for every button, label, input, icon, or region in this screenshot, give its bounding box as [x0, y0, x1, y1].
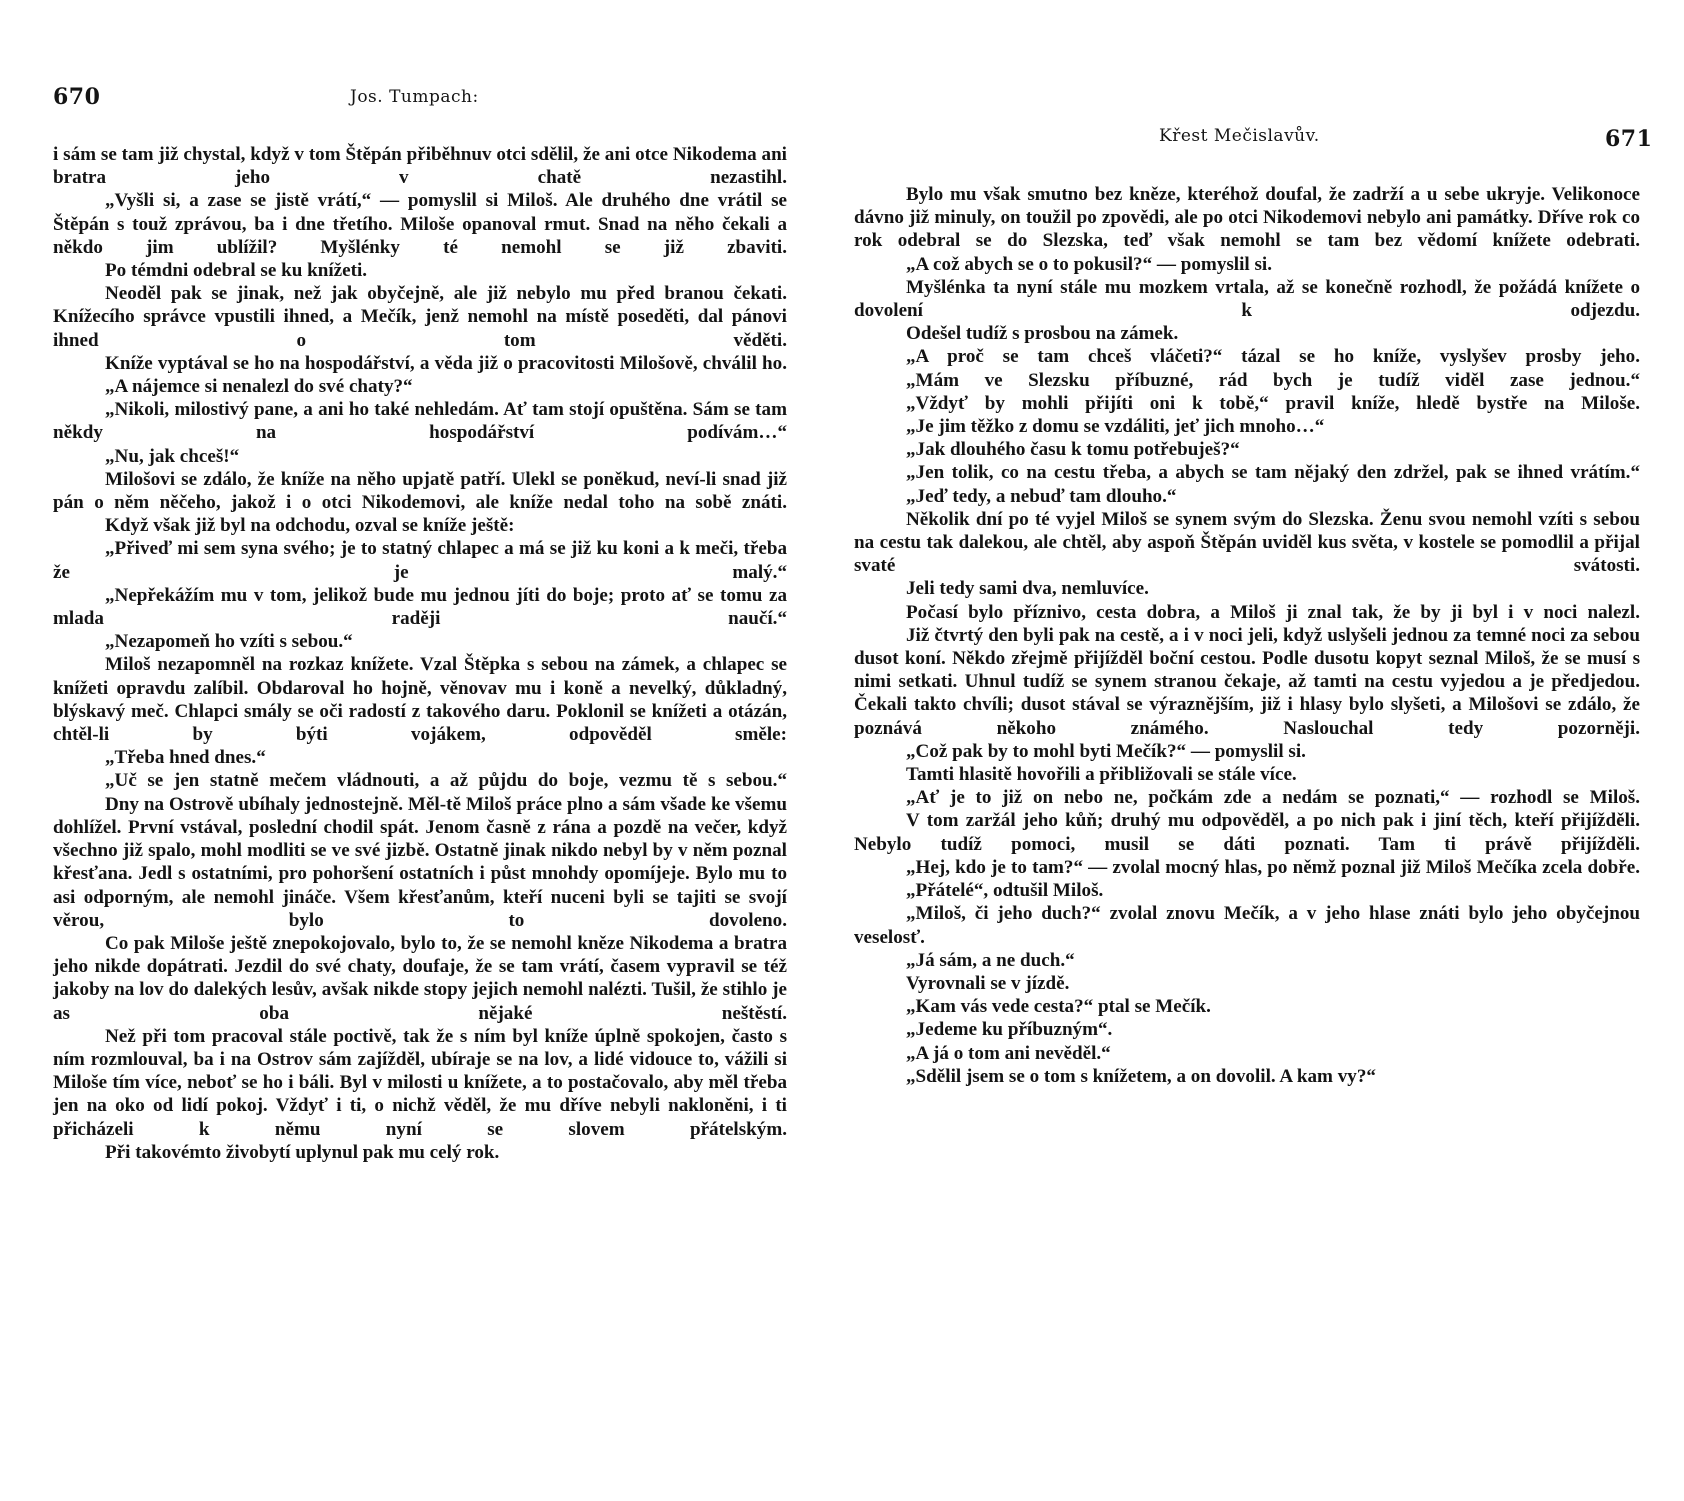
paragraph: „Ať je to již on nebo ne, počkám zde a nedám se poznati,“ — rozhodl se Miloš. [906, 787, 1640, 809]
paragraph: Jeli tedy sami dva, nemluvíce. [906, 578, 1149, 600]
paragraph: „Jak dlouhého času k tomu potřebuješ?“ [906, 439, 1240, 461]
paragraph: „Uč se jen statně mečem vládnouti, a až půjdu do boje, vezmu tě s sebou.“ [105, 770, 787, 792]
paragraph: „Je jim těžko z domu se vzdáliti, jeť jich mnoho…“ [906, 416, 1325, 438]
paragraph: „Mám ve Slezsku příbuzné, rád bych je tudíž viděl zase jednou.“ [906, 369, 1640, 391]
paragraph: „Vyšli si, a zase se jistě vrátí,“ — pomyslil si Miloš. Ale druhého dne vrátil se Štěpán s touž zprávou, ba i dne třetího. Miloše opanoval rmut. Snad na něho čekali a někdo jim ublížil? Myšlénky té nemohl se již zbaviti. [53, 190, 787, 258]
right-page [842, 0, 1684, 1501]
paragraph: „Já sám, a ne duch.“ [906, 949, 1075, 971]
paragraph: Miloš nezapomněl na rozkaz knížete. Vzal Štěpka s sebou na zámek, a chlapec se knížeti opravdu zalíbil. Obdaroval ho hojně, věnovav mu i koně a nevelký, důkladný, blýskavý meč. Chlapci smály se oči radostí z takového daru. Poklonil se knížeti a otázán, chtěl-li by býti vojákem, odpověděl směle: [53, 654, 787, 746]
paragraph: Když však již byl na odchodu, ozval se kníže ještě: [105, 515, 515, 537]
paragraph: „A nájemce si nenalezl do své chaty?“ [105, 376, 413, 398]
paragraph: i sám se tam již chystal, když v tom Štěpán přiběhnuv otci sdělil, že ani otce Nikodema ani bratra jeho v chatě nezastihl. [53, 144, 787, 189]
paragraph: Milošovi se zdálo, že kníže na něho upjatě patří. Ulekl se poněkud, neví-li snad již pán o něm něčeho, jakož i o otci Nikodemovi, ale kníže nedal toho na sobě znáti. [53, 468, 787, 514]
paragraph: „Jen tolik, co na cestu třeba, a abych se tam nějaký den zdržel, pak se ihned vrátím.“ [906, 462, 1640, 484]
paragraph: „Sdělil jsem se o tom s knížetem, a on dovolil. A kam vy?“ [906, 1065, 1376, 1087]
paragraph: Již čtvrtý den byli pak na cestě, a i v noci jeli, když uslyšeli jednou za temné noci za sebou dusot koní. Někdo zřejmě přijížděl boční cestou. Podle dusotu kopyt seznal Miloš, že se musí s nimi setkati. Uhnul tudíž se synem stranou čekaje, až tamti na cestu vyjedou a je předjedou. Čekali takto chvíli; dusot stával se výraznějším, již i hlasy bylo slyšeti, a Milošovi se zdálo, že poznává někoho známého. Naslouchal tedy pozorněji. [854, 624, 1640, 739]
paragraph: Co pak Miloše ještě znepokojovalo, bylo to, že se nemohl kněze Nikodema a bratra jeho nikde dopátrati. Jezdil do své chaty, doufaje, že se tam vrátí, časem vypravil se též jakoby na lov do dalekých lesův, avšak nikde stopy jejich nemohl nalézti. Tušil, že stihlo je as oba nějaké neštěstí. [53, 932, 787, 1024]
paragraph: „Nu, jak chceš!“ [105, 445, 240, 467]
paragraph: Kníže vyptával se ho na hospodářství, a věda již o pracovitosti Milošově, chválil ho. [105, 352, 787, 374]
paragraph: „Miloš, či jeho duch?“ zvolal znovu Mečík, a v jeho hlase znáti bylo jeho obyčejnou veselosť. [854, 903, 1640, 948]
page-number: 671 [1605, 126, 1653, 152]
paragraph: Myšlénka ta nyní stále mu mozkem vrtala, až se konečně rozhodl, že požádá knížete o dovolení k odjezdu. [854, 276, 1640, 322]
paragraph: Neoděl pak se jinak, než jak obyčejně, ale již nebylo mu před branou čekati. Knížecího správce vpustili ihned, a Mečík, jenž nemohl na místě poseděti, dal pánovi ihned o tom věděti. [53, 283, 787, 351]
paragraph: „Jeď tedy, a nebuď tam dlouho.“ [906, 485, 1177, 507]
running-head: Křest Mečislavův. [1159, 126, 1320, 146]
left-page-text [53, 143, 787, 1164]
paragraph: „Nezapomeň ho vzíti s sebou.“ [105, 631, 353, 653]
paragraph: „Jedeme ku příbuzným“. [906, 1019, 1113, 1041]
running-head: Jos. Tumpach: [350, 87, 479, 107]
paragraph: Po témdni odebral se ku knížeti. [105, 260, 368, 282]
paragraph: Odešel tudíž s prosbou na zámek. [906, 323, 1179, 345]
paragraph: Při takovémto živobytí uplynul pak mu celý rok. [105, 1141, 500, 1163]
paragraph: „A proč se tam chceš vláčeti?“ tázal se ho kníže, vyslyšev prosby jeho. [906, 346, 1640, 368]
page-number: 670 [53, 84, 101, 110]
paragraph: „Třeba hned dnes.“ [105, 747, 266, 769]
paragraph: Dny na Ostrově ubíhaly jednostejně. Měl-tě Miloš práce plno a sám všade ke všemu dohlížel. První vstával, poslední chodil spát. Jenom časně z rána a pozdě na večer, když všechno již spalo, mohl modliti se ve své jizbě. Ostatně jinak nikdo nebyl by v něm poznal křesťana. Jedl s ostatními, pro pohoršení ostatních i půst mnohdy opomíjeje. Bylo mu to asi odporným, ale nemohl jináče. Všem křesťanům, kteří nuceni byli se tajiti se svojí věrou, bylo to dovoleno. [53, 793, 787, 931]
paragraph: Počasí bylo příznivo, cesta dobra, a Miloš ji znal tak, že by ji byl i v noci nalezl. [906, 601, 1640, 623]
paragraph: Několik dní po té vyjel Miloš se synem svým do Slezska. Ženu svou nemohl vzíti s sebou na cestu tak dalekou, ale chtěl, aby aspoň Štěpán uviděl kus světa, v kostele se pomodlil a přijal svaté svátosti. [854, 508, 1640, 577]
paragraph: „Přiveď mi sem syna svého; je to statný chlapec a má se již ku koni a k meči, třeba že je malý.“ [53, 538, 787, 583]
paragraph: „Což pak by to mohl byti Mečík?“ — pomyslil si. [906, 740, 1306, 762]
paragraph: Vyrovnali se v jízdě. [906, 972, 1070, 994]
paragraph: „A což abych se o to pokusil?“ — pomyslil si. [906, 253, 1273, 275]
paragraph: „Nepřekážím mu v tom, jelikož bude mu jednou jíti do boje; proto ať se tomu za mlada raději naučí.“ [53, 584, 787, 630]
paragraph: „Kam vás vede cesta?“ ptal se Mečík. [906, 996, 1211, 1018]
paragraph: Tamti hlasitě hovořili a přibližovali se stále více. [906, 764, 1297, 786]
paragraph: Bylo mu však smutno bez kněze, kteréhož doufal, že zadrží a u sebe ukryje. Velikonoce dávno již minuly, on toužil po zpovědi, ale po otci Nikodemovi nebylo ani památky. Dříve rok co rok odebral se do Slezska, teď však nemohl se tam bez vědomí knížete odebrati. [854, 184, 1640, 252]
paragraph: „Nikoli, milostivý pane, a ani ho také nehledám. Ať tam stojí opuštěna. Sám se tam někdy na hospodářství podívám…“ [53, 399, 787, 444]
paragraph: Než při tom pracoval stále poctivě, tak že s ním byl kníže úplně spokojen, často s ním rozmlouval, ba i na Ostrov sám zajížděl, ubíraje se na lov, a lidé vidouce to, vážili si Miloše tím více, neboť se ho i báli. Byl v milosti u knížete, a to postačovalo, aby měl třeba jen na oko od lidí pokoj. Vždyť i ti, o nichž věděl, že mu dříve nebyli nakloněni, i ti přicházeli k němu nyní se slovem přátelským. [53, 1025, 787, 1140]
paragraph: „Hej, kdo je to tam?“ — zvolal mocný hlas, po němž poznal již Miloš Mečíka zcela dobře. [906, 856, 1640, 878]
paragraph: „Přátelé“, odtušil Miloš. [906, 880, 1104, 902]
paragraph: „A já o tom ani nevěděl.“ [906, 1042, 1111, 1064]
paragraph: „Vždyť by mohli přijíti oni k tobě,“ pravil kníže, hledě bystře na Miloše. [906, 392, 1640, 414]
right-page-text [854, 183, 1640, 1088]
paragraph: V tom zaržál jeho kůň; druhý mu odpověděl, a po nich pak i jiní těch, kteří přijížděli. Nebylo tudíž pomoci, musil se dáti poznati. Tam ti právě přijížděli. [854, 810, 1640, 855]
